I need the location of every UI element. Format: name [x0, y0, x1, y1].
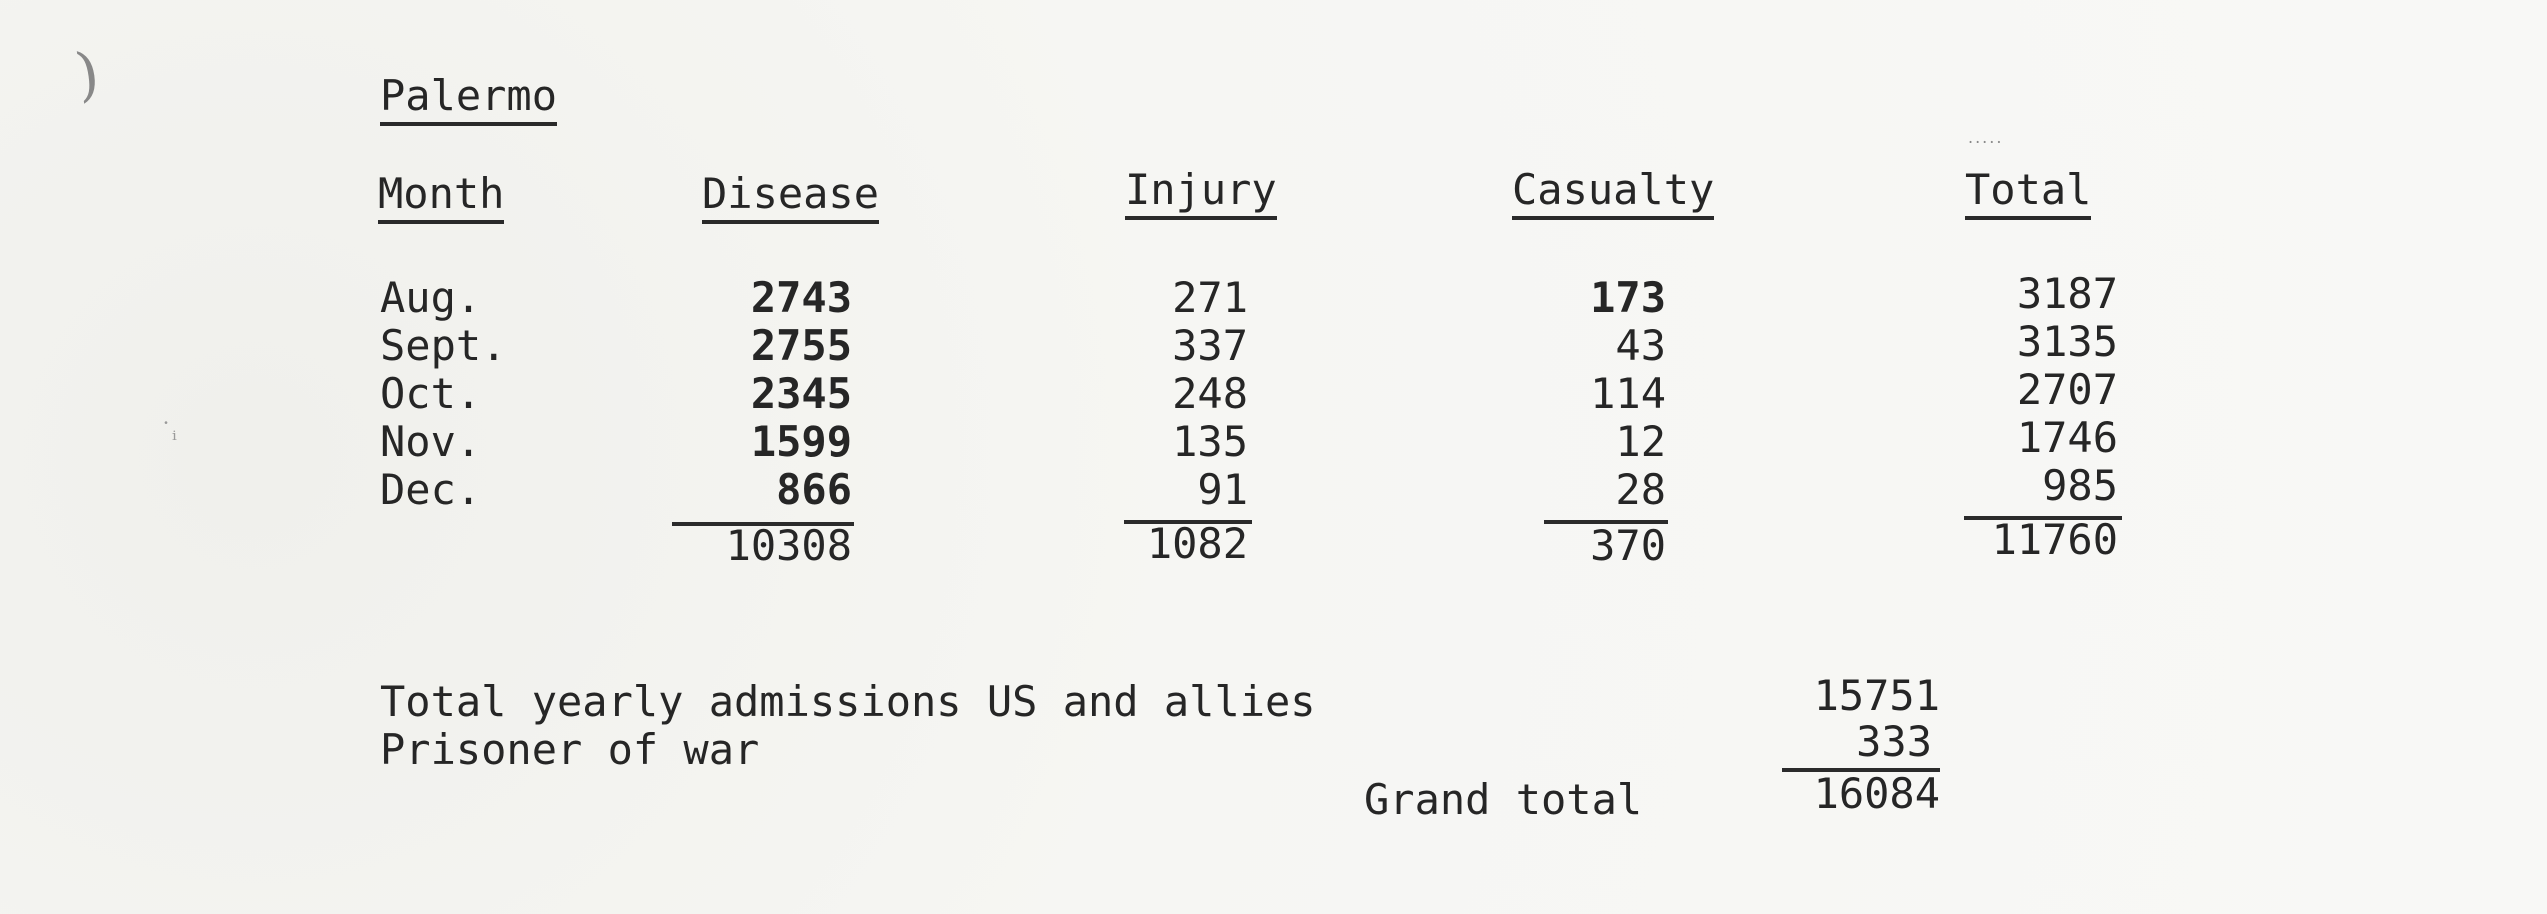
row-dec-month: Dec. [380, 465, 482, 514]
header-total: Total [1965, 166, 2091, 220]
header-disease: Disease [702, 170, 879, 224]
disease-total: 10308 [725, 521, 852, 570]
grand-total-label: Grand total [1364, 775, 1643, 824]
row-nov-injury: 135 [1172, 417, 1248, 466]
row-sept-disease: 2755 [750, 321, 852, 370]
header-injury: Injury [1125, 166, 1277, 220]
row-nov-month: Nov. [380, 417, 482, 466]
row-sept-injury: 337 [1172, 321, 1248, 370]
yearly-admissions-value: 15751 [1813, 671, 1940, 720]
row-nov-total: 1746 [2016, 413, 2118, 462]
row-nov-disease: 1599 [750, 417, 852, 466]
row-oct-month: Oct. [380, 369, 482, 418]
yearly-admissions-label: Total yearly admissions US and allies [380, 677, 1316, 726]
prisoner-of-war-label: Prisoner of war [380, 725, 760, 774]
city-heading: Palermo [380, 72, 557, 126]
row-aug-month: Aug. [380, 273, 482, 322]
row-aug-total: 3187 [2016, 269, 2118, 318]
row-dec-disease: 866 [776, 465, 852, 514]
row-dec-total: 985 [2042, 461, 2118, 510]
margin-speck: ˙ᵢ [160, 418, 177, 446]
row-sept-total: 3135 [2016, 317, 2118, 366]
row-nov-casualty: 12 [1615, 417, 1666, 466]
row-aug-injury: 271 [1172, 273, 1248, 322]
row-dec-injury: 91 [1197, 465, 1248, 514]
prisoner-of-war-value: 333 [1856, 717, 1932, 766]
casualty-total: 370 [1590, 521, 1666, 570]
margin-mark: ) [71, 38, 104, 110]
row-oct-total: 2707 [2016, 365, 2118, 414]
row-oct-casualty: 114 [1590, 369, 1666, 418]
row-oct-injury: 248 [1172, 369, 1248, 418]
correction-dots: ..... [1968, 128, 2004, 147]
row-sept-month: Sept. [380, 321, 507, 370]
total-total: 11760 [1991, 515, 2118, 564]
injury-total: 1082 [1146, 519, 1248, 568]
row-dec-casualty: 28 [1615, 465, 1666, 514]
row-aug-casualty: 173 [1590, 273, 1666, 322]
row-aug-disease: 2743 [750, 273, 852, 322]
grand-total-value: 16084 [1813, 769, 1940, 818]
header-month: Month [378, 170, 504, 224]
row-oct-disease: 2345 [750, 369, 852, 418]
row-sept-casualty: 43 [1615, 321, 1666, 370]
header-casualty: Casualty [1512, 166, 1714, 220]
